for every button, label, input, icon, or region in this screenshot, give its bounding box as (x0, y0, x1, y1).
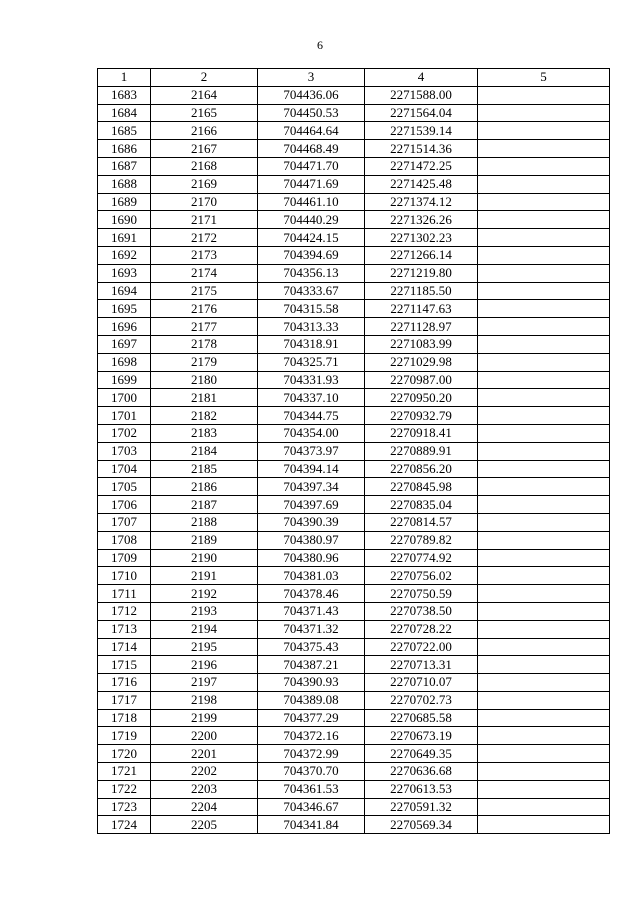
table-cell-col-5 (478, 353, 610, 371)
table-cell-col-1: 1691 (98, 229, 151, 247)
table-cell-col-4: 2270591.32 (365, 798, 478, 816)
table-cell-col-4: 2271302.23 (365, 229, 478, 247)
table-cell-col-4: 2271472.25 (365, 157, 478, 175)
table-row (98, 585, 610, 603)
table-row (98, 745, 610, 763)
table-cell-col-2: 2165 (151, 104, 258, 122)
table-cell-col-3: 704361.53 (258, 780, 365, 798)
table-cell-col-3: 704315.58 (258, 300, 365, 318)
table-cell-col-1: 1699 (98, 371, 151, 389)
table-cell-col-1: 1721 (98, 763, 151, 781)
table-cell-col-1: 1717 (98, 691, 151, 709)
table-cell-col-5 (478, 140, 610, 158)
table-cell-col-2: 2196 (151, 656, 258, 674)
table-cell-col-1: 1693 (98, 264, 151, 282)
table-cell-col-1: 1723 (98, 798, 151, 816)
table-cell-col-4: 2270738.50 (365, 602, 478, 620)
table-row (98, 229, 610, 247)
table-cell-col-3: 704397.34 (258, 478, 365, 496)
table-cell-col-5 (478, 638, 610, 656)
table-row (98, 407, 610, 425)
table-cell-col-4: 2270756.02 (365, 567, 478, 585)
table-cell-col-1: 1719 (98, 727, 151, 745)
table-cell-col-3: 704387.21 (258, 656, 365, 674)
table-cell-col-5 (478, 193, 610, 211)
table-cell-col-4: 2270613.53 (365, 780, 478, 798)
table-cell-col-3: 704313.33 (258, 318, 365, 336)
table-cell-col-2: 2174 (151, 264, 258, 282)
table-cell-col-5 (478, 175, 610, 193)
page-number: 6 (317, 38, 323, 52)
table-cell-col-2: 2173 (151, 246, 258, 264)
table-cell-col-1: 1712 (98, 602, 151, 620)
table-cell-col-4: 2271326.26 (365, 211, 478, 229)
table-cell-col-4: 2270950.20 (365, 389, 478, 407)
table-row (98, 442, 610, 460)
table-cell-col-2: 2183 (151, 424, 258, 442)
table-cell-col-5 (478, 157, 610, 175)
table-cell-col-1: 1685 (98, 122, 151, 140)
table-cell-col-5 (478, 407, 610, 425)
table-cell-col-4: 2271185.50 (365, 282, 478, 300)
table-cell-col-4: 2270918.41 (365, 424, 478, 442)
table-row (98, 193, 610, 211)
table-cell-col-5 (478, 282, 610, 300)
table-cell-col-3: 704372.16 (258, 727, 365, 745)
table-cell-col-4: 2270856.20 (365, 460, 478, 478)
table-row (98, 122, 610, 140)
table-row (98, 798, 610, 816)
table-row (98, 211, 610, 229)
table-cell-col-3: 704436.06 (258, 86, 365, 104)
column-header-5: 5 (478, 69, 610, 87)
table-cell-col-4: 2270710.07 (365, 674, 478, 692)
table-cell-col-1: 1715 (98, 656, 151, 674)
table-cell-col-2: 2176 (151, 300, 258, 318)
table-cell-col-3: 704344.75 (258, 407, 365, 425)
table-cell-col-5 (478, 478, 610, 496)
table-cell-col-4: 2271128.97 (365, 318, 478, 336)
table-cell-col-3: 704394.14 (258, 460, 365, 478)
table-cell-col-3: 704440.29 (258, 211, 365, 229)
table-body (98, 86, 610, 833)
table-cell-col-1: 1702 (98, 424, 151, 442)
table-cell-col-3: 704450.53 (258, 104, 365, 122)
table-row (98, 460, 610, 478)
column-header-3: 3 (258, 69, 365, 87)
table-cell-col-4: 2271374.12 (365, 193, 478, 211)
table-cell-col-4: 2271588.00 (365, 86, 478, 104)
table-cell-col-1: 1698 (98, 353, 151, 371)
table-cell-col-5 (478, 656, 610, 674)
table-cell-col-5 (478, 424, 610, 442)
table-cell-col-5 (478, 389, 610, 407)
table-cell-col-3: 704378.46 (258, 585, 365, 603)
table-cell-col-2: 2204 (151, 798, 258, 816)
table-cell-col-5 (478, 798, 610, 816)
table-cell-col-2: 2193 (151, 602, 258, 620)
table-cell-col-3: 704331.93 (258, 371, 365, 389)
table-cell-col-4: 2270814.57 (365, 513, 478, 531)
table-row (98, 602, 610, 620)
table-row (98, 531, 610, 549)
table-cell-col-4: 2270789.82 (365, 531, 478, 549)
table-cell-col-1: 1703 (98, 442, 151, 460)
table-cell-col-1: 1718 (98, 709, 151, 727)
table-cell-col-2: 2172 (151, 229, 258, 247)
table-cell-col-3: 704333.67 (258, 282, 365, 300)
table-row (98, 246, 610, 264)
table-row (98, 389, 610, 407)
table-cell-col-4: 2270649.35 (365, 745, 478, 763)
table-cell-col-5 (478, 549, 610, 567)
table-cell-col-1: 1683 (98, 86, 151, 104)
table-cell-col-1: 1709 (98, 549, 151, 567)
table-cell-col-5 (478, 727, 610, 745)
table-cell-col-2: 2166 (151, 122, 258, 140)
table-cell-col-2: 2191 (151, 567, 258, 585)
table-row (98, 513, 610, 531)
table-cell-col-4: 2270845.98 (365, 478, 478, 496)
table-cell-col-5 (478, 709, 610, 727)
table-cell-col-1: 1686 (98, 140, 151, 158)
table-cell-col-4: 2270932.79 (365, 407, 478, 425)
table-cell-col-5 (478, 460, 610, 478)
table-cell-col-5 (478, 104, 610, 122)
table-cell-col-2: 2181 (151, 389, 258, 407)
table-cell-col-2: 2202 (151, 763, 258, 781)
table-cell-col-2: 2200 (151, 727, 258, 745)
table-cell-col-3: 704354.00 (258, 424, 365, 442)
table-cell-col-1: 1694 (98, 282, 151, 300)
table-cell-col-4: 2270987.00 (365, 371, 478, 389)
table-cell-col-3: 704375.43 (258, 638, 365, 656)
table-cell-col-4: 2271083.99 (365, 335, 478, 353)
table-cell-col-2: 2192 (151, 585, 258, 603)
table-cell-col-2: 2198 (151, 691, 258, 709)
table-row (98, 104, 610, 122)
table-row (98, 620, 610, 638)
table-row (98, 478, 610, 496)
table-cell-col-4: 2270685.58 (365, 709, 478, 727)
table-cell-col-1: 1707 (98, 513, 151, 531)
table-cell-col-4: 2271219.80 (365, 264, 478, 282)
table-row (98, 282, 610, 300)
table-cell-col-5 (478, 816, 610, 834)
table-row (98, 335, 610, 353)
table-cell-col-2: 2205 (151, 816, 258, 834)
table-cell-col-2: 2194 (151, 620, 258, 638)
table-row (98, 157, 610, 175)
table-cell-col-5 (478, 745, 610, 763)
table-cell-col-3: 704390.39 (258, 513, 365, 531)
table-cell-col-3: 704461.10 (258, 193, 365, 211)
table-cell-col-4: 2270713.31 (365, 656, 478, 674)
table-cell-col-2: 2178 (151, 335, 258, 353)
table-cell-col-3: 704468.49 (258, 140, 365, 158)
table-cell-col-2: 2190 (151, 549, 258, 567)
table-cell-col-5 (478, 335, 610, 353)
table-cell-col-3: 704471.70 (258, 157, 365, 175)
table-cell-col-1: 1720 (98, 745, 151, 763)
table-cell-col-1: 1695 (98, 300, 151, 318)
table-row (98, 816, 610, 834)
coordinates-table (97, 68, 610, 834)
table-cell-col-3: 704381.03 (258, 567, 365, 585)
table-cell-col-5 (478, 122, 610, 140)
table-cell-col-5 (478, 531, 610, 549)
table-cell-col-1: 1705 (98, 478, 151, 496)
table-cell-col-1: 1704 (98, 460, 151, 478)
table-cell-col-3: 704373.97 (258, 442, 365, 460)
table-row (98, 175, 610, 193)
table-cell-col-3: 704380.97 (258, 531, 365, 549)
table-cell-col-2: 2167 (151, 140, 258, 158)
table-cell-col-4: 2271514.36 (365, 140, 478, 158)
table-cell-col-1: 1714 (98, 638, 151, 656)
table-header-row (98, 69, 610, 87)
table-cell-col-1: 1708 (98, 531, 151, 549)
table-cell-col-4: 2270750.59 (365, 585, 478, 603)
table-cell-col-5 (478, 674, 610, 692)
table-cell-col-4: 2270673.19 (365, 727, 478, 745)
table-cell-col-5 (478, 780, 610, 798)
table-cell-col-3: 704380.96 (258, 549, 365, 567)
table-cell-col-5 (478, 318, 610, 336)
table-cell-col-3: 704390.93 (258, 674, 365, 692)
table-cell-col-3: 704377.29 (258, 709, 365, 727)
table-cell-col-4: 2271425.48 (365, 175, 478, 193)
table-cell-col-5 (478, 371, 610, 389)
table-cell-col-3: 704394.69 (258, 246, 365, 264)
table-cell-col-2: 2179 (151, 353, 258, 371)
table-cell-col-3: 704346.67 (258, 798, 365, 816)
table-row (98, 86, 610, 104)
table-cell-col-4: 2270569.34 (365, 816, 478, 834)
table-cell-col-5 (478, 585, 610, 603)
table-row (98, 353, 610, 371)
table-cell-col-3: 704372.99 (258, 745, 365, 763)
table-cell-col-1: 1722 (98, 780, 151, 798)
table-cell-col-3: 704464.64 (258, 122, 365, 140)
table-cell-col-4: 2270722.00 (365, 638, 478, 656)
table-row (98, 318, 610, 336)
table-cell-col-2: 2164 (151, 86, 258, 104)
table-cell-col-4: 2270702.73 (365, 691, 478, 709)
table-row (98, 424, 610, 442)
table-row (98, 727, 610, 745)
table-cell-col-5 (478, 211, 610, 229)
table-cell-col-2: 2168 (151, 157, 258, 175)
table-cell-col-1: 1706 (98, 496, 151, 514)
table-cell-col-4: 2270889.91 (365, 442, 478, 460)
table-cell-col-3: 704471.69 (258, 175, 365, 193)
table-cell-col-1: 1700 (98, 389, 151, 407)
table-cell-col-1: 1688 (98, 175, 151, 193)
table-cell-col-5 (478, 442, 610, 460)
table-cell-col-4: 2271266.14 (365, 246, 478, 264)
table-row (98, 691, 610, 709)
table-cell-col-2: 2187 (151, 496, 258, 514)
table-cell-col-3: 704318.91 (258, 335, 365, 353)
table-cell-col-4: 2270835.04 (365, 496, 478, 514)
table-cell-col-1: 1690 (98, 211, 151, 229)
table-row (98, 709, 610, 727)
table-cell-col-5 (478, 496, 610, 514)
table-cell-col-2: 2170 (151, 193, 258, 211)
table-cell-col-5 (478, 567, 610, 585)
table-cell-col-1: 1687 (98, 157, 151, 175)
table-cell-col-3: 704397.69 (258, 496, 365, 514)
table-cell-col-1: 1713 (98, 620, 151, 638)
table-cell-col-2: 2177 (151, 318, 258, 336)
table-cell-col-1: 1724 (98, 816, 151, 834)
table-cell-col-2: 2186 (151, 478, 258, 496)
table-cell-col-2: 2203 (151, 780, 258, 798)
column-header-1: 1 (98, 69, 151, 87)
column-header-2: 2 (151, 69, 258, 87)
table-cell-col-3: 704325.71 (258, 353, 365, 371)
table-cell-col-2: 2189 (151, 531, 258, 549)
table-row (98, 674, 610, 692)
table-cell-col-1: 1684 (98, 104, 151, 122)
table-row (98, 656, 610, 674)
table-cell-col-2: 2180 (151, 371, 258, 389)
table-cell-col-2: 2199 (151, 709, 258, 727)
table-row (98, 140, 610, 158)
table-cell-col-5 (478, 229, 610, 247)
table-cell-col-1: 1697 (98, 335, 151, 353)
table-row (98, 763, 610, 781)
table-cell-col-4: 2271029.98 (365, 353, 478, 371)
table-cell-col-5 (478, 300, 610, 318)
table-cell-col-1: 1710 (98, 567, 151, 585)
table-cell-col-2: 2184 (151, 442, 258, 460)
table-cell-col-5 (478, 513, 610, 531)
table-cell-col-2: 2197 (151, 674, 258, 692)
table-cell-col-2: 2171 (151, 211, 258, 229)
table-row (98, 264, 610, 282)
table-cell-col-4: 2270636.68 (365, 763, 478, 781)
table-cell-col-3: 704341.84 (258, 816, 365, 834)
table-cell-col-4: 2270774.92 (365, 549, 478, 567)
table-cell-col-4: 2270728.22 (365, 620, 478, 638)
table-cell-col-3: 704389.08 (258, 691, 365, 709)
table-cell-col-5 (478, 264, 610, 282)
table-cell-col-1: 1696 (98, 318, 151, 336)
table-cell-col-2: 2182 (151, 407, 258, 425)
table-row (98, 780, 610, 798)
table-cell-col-5 (478, 602, 610, 620)
table-cell-col-1: 1692 (98, 246, 151, 264)
table-cell-col-2: 2185 (151, 460, 258, 478)
table-cell-col-5 (478, 763, 610, 781)
table-cell-col-2: 2169 (151, 175, 258, 193)
table-row (98, 567, 610, 585)
table-cell-col-1: 1716 (98, 674, 151, 692)
table-cell-col-3: 704424.15 (258, 229, 365, 247)
table-cell-col-2: 2175 (151, 282, 258, 300)
table-cell-col-1: 1711 (98, 585, 151, 603)
table-cell-col-2: 2201 (151, 745, 258, 763)
column-header-4: 4 (365, 69, 478, 87)
table-cell-col-5 (478, 246, 610, 264)
table-row (98, 549, 610, 567)
table-cell-col-2: 2188 (151, 513, 258, 531)
table-cell-col-3: 704356.13 (258, 264, 365, 282)
table-cell-col-5 (478, 691, 610, 709)
table-cell-col-4: 2271147.63 (365, 300, 478, 318)
table-row (98, 300, 610, 318)
table-cell-col-4: 2271564.04 (365, 104, 478, 122)
table-cell-col-4: 2271539.14 (365, 122, 478, 140)
table-cell-col-5 (478, 86, 610, 104)
table-cell-col-3: 704371.43 (258, 602, 365, 620)
table-cell-col-3: 704337.10 (258, 389, 365, 407)
table-cell-col-5 (478, 620, 610, 638)
table-cell-col-1: 1689 (98, 193, 151, 211)
table-row (98, 371, 610, 389)
table-row (98, 496, 610, 514)
table-cell-col-3: 704370.70 (258, 763, 365, 781)
table-row (98, 638, 610, 656)
table-cell-col-1: 1701 (98, 407, 151, 425)
table-cell-col-3: 704371.32 (258, 620, 365, 638)
table-cell-col-2: 2195 (151, 638, 258, 656)
